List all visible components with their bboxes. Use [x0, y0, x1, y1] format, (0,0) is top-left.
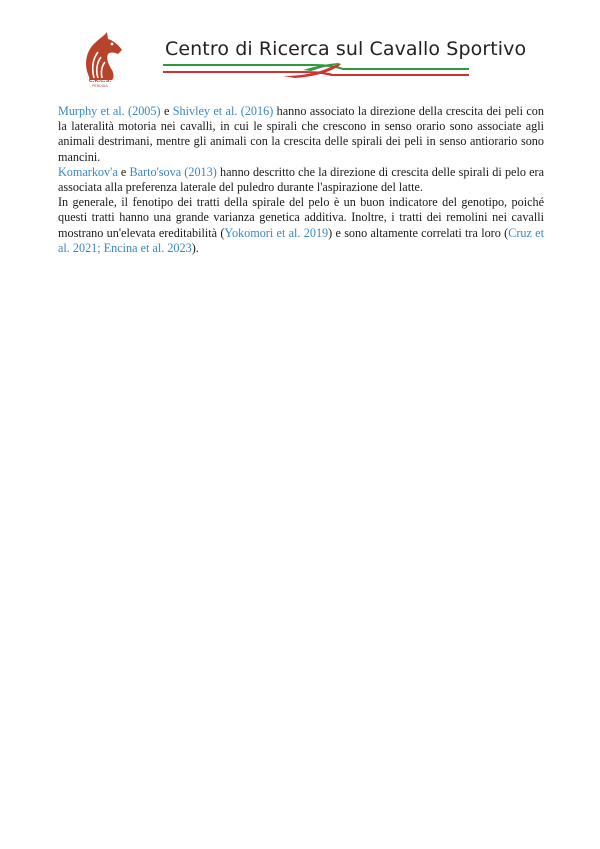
paragraph-2 [58, 165, 544, 195]
citation-link[interactable]: Murphy et al. (2005) [58, 104, 161, 118]
text-span: hanno descritto che la direzione di crescita delle spirali di pelo era associata alla preferenza laterale del puledro durante l'aspirazione del latte. [58, 164, 544, 195]
citation-link[interactable]: Shivley et al. (2016) [172, 104, 274, 118]
page-title: Centro di Ricerca sul Cavallo Sportivo [165, 38, 527, 60]
text-span: e [117, 164, 130, 179]
body-text [58, 104, 544, 256]
text-span: In generale, il fenotipo dei tratti della spirale del pelo è un buon indicatore del genotipo, poiché questi tratti hanno una grande varianza genetica additiva. Inoltre, i tratti dei remolini nei cavalli mostrano un'elevata ereditabilità ( [58, 195, 544, 240]
text-span: e [160, 104, 173, 118]
text-span: ) e sono altamente correlati tra loro ( [328, 225, 509, 240]
tricolor-stripes [163, 62, 469, 78]
citation-link[interactable]: Cruz et al. 2021; Encina et al. 2023 [58, 225, 544, 255]
citation-link[interactable]: Komarkov'a [58, 164, 118, 179]
paragraph-3 [58, 195, 544, 256]
citation-link[interactable]: Yokomori et al. 2019 [224, 225, 329, 240]
text-span: ). [191, 240, 199, 255]
text-span: hanno associato la direzione della crescita dei peli con la lateralità motoria nei cavalli, in cui le spirali che crescono in senso orario sono associate agli animali destrimani, mentre gli animali con la crescita delle spirali dei peli in senso antiorario sono mancini. [58, 104, 544, 164]
citation-link[interactable]: Barto'sova (2013) [129, 164, 217, 179]
page-header [0, 0, 600, 90]
paragraph-1 [58, 104, 544, 165]
logo-text: C.R.C.S. PERUGIA [88, 78, 112, 88]
